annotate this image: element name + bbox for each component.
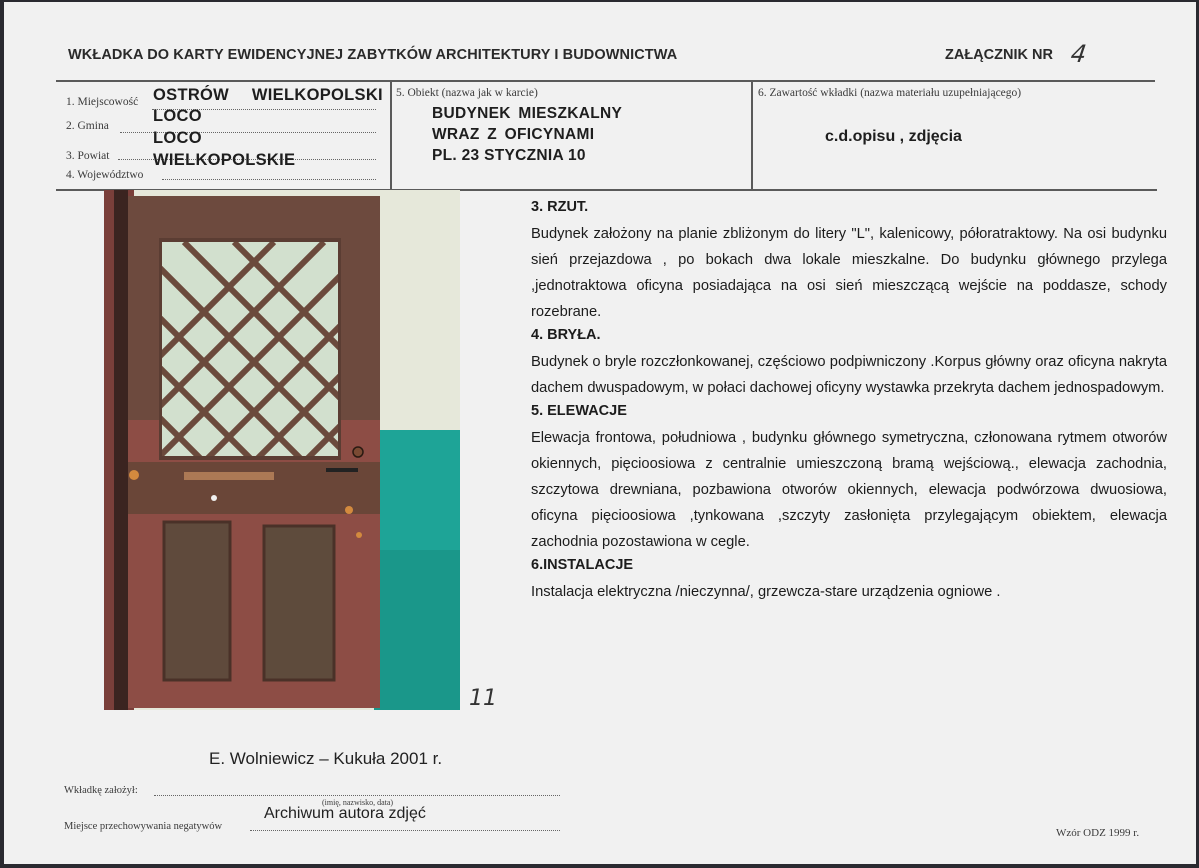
- field-value-town: OSTRÓW WIELKOPOLSKI: [153, 86, 383, 104]
- field-label-county: 3. Powiat: [66, 150, 110, 162]
- section-heading-elevations: 5. ELEWACJE: [531, 403, 627, 419]
- insert-contents-value: c.d.opisu , zdjęcia: [825, 128, 962, 145]
- field-label-town: 1. Miejscowość: [66, 96, 139, 108]
- object-line-2: WRAZ Z OFICYNAMI: [432, 126, 595, 143]
- photo-caption: E. Wolniewicz – Kukuła 2001 r.: [209, 749, 443, 768]
- field-value-commune: LOCO: [153, 107, 202, 125]
- description-sections: [531, 199, 1167, 605]
- created-by-line: [154, 795, 560, 796]
- annex-label: ZAŁĄCZNIK NR: [945, 47, 1053, 63]
- column-divider-2: [751, 82, 753, 189]
- section-text-elevations: Elewacja frontowa, południowa , budynku głównego symetryczna, członowana rytmem otworów okiennych, pięcioosiowa z centralnie umieszczoną bramą wejściową., elewacja zachodnia, szczytowa drewniana, pozbawiona otworów okiennych, elewacja podwórzowa dwuosiowa, oficyna pięcioosiowa ,tynkowana ,szczyty zasłonięta przylegającym obiektem, elewacja zachodnia pozostawiona w cegle.: [531, 430, 1167, 550]
- field-value-county: LOCO: [153, 129, 202, 147]
- annex-number: 4: [1069, 40, 1089, 68]
- object-line-3: PL. 23 STYCZNIA 10: [432, 147, 586, 164]
- negatives-line: [250, 830, 560, 831]
- section-text-plan: Budynek założony na planie zbliżonym do litery "L", kalenicowy, półoratraktowy. Na osi budynku sień przejazdowa , po bokach dwa lokale mieszkalne. Do budynku głównego przylega ,jednotraktowa oficyna posiadająca na osi sień mieszczącą wejście na poddasze, schody rozebrane.: [531, 226, 1167, 320]
- field-label-voivodeship: 4. Województwo: [66, 169, 144, 181]
- section-heading-installations: 6.INSTALACJE: [531, 557, 634, 573]
- created-by-label: Wkładkę założył:: [64, 785, 138, 796]
- negatives-label: Miejsce przechowywania negatywów: [64, 821, 223, 832]
- photo-number: 11: [469, 686, 497, 711]
- insert-contents-label: 6. Zawartość wkładki (nazwa materiału uzupełniającego): [758, 87, 1022, 99]
- door-photo: [104, 190, 460, 710]
- section-text-massing: Budynek o bryle rozczłonkowanej, częściowo podpiwniczony .Korpus główny oraz oficyna nakryta dachem dwuspadowym, w połaci dachowej oficyny wystawka przekryta dachem jednospadowym.: [531, 354, 1167, 396]
- field-label-commune: 2. Gmina: [66, 120, 109, 132]
- created-by-hint: (imię, nazwisko, data): [322, 798, 394, 807]
- section-heading-plan: 3. RZUT.: [531, 199, 589, 215]
- template-version: Wzór ODZ 1999 r.: [1056, 827, 1140, 839]
- document-title: WKŁADKA DO KARTY EWIDENCYJNEJ ZABYTKÓW ARCHITEKTURY I BUDOWNICTWA: [68, 47, 678, 63]
- table-top-rule: [56, 80, 1155, 82]
- field-value-voivodeship: WIELKOPOLSKIE: [153, 151, 296, 169]
- section-text-installations: Instalacja elektryczna /nieczynna/, grzewcza-stare urządzenia ogniowe .: [531, 584, 1001, 600]
- object-line-1: BUDYNEK MIESZKALNY: [432, 105, 623, 122]
- document-page: [4, 2, 1196, 864]
- section-heading-massing: 4. BRYŁA.: [531, 327, 601, 343]
- dotted-line: [162, 179, 376, 180]
- object-label: 5. Obiekt (nazwa jak w karcie): [396, 87, 538, 99]
- column-divider-1: [390, 82, 392, 189]
- door-photo-image: [104, 190, 460, 710]
- negatives-value: Archiwum autora zdjęć: [264, 805, 426, 822]
